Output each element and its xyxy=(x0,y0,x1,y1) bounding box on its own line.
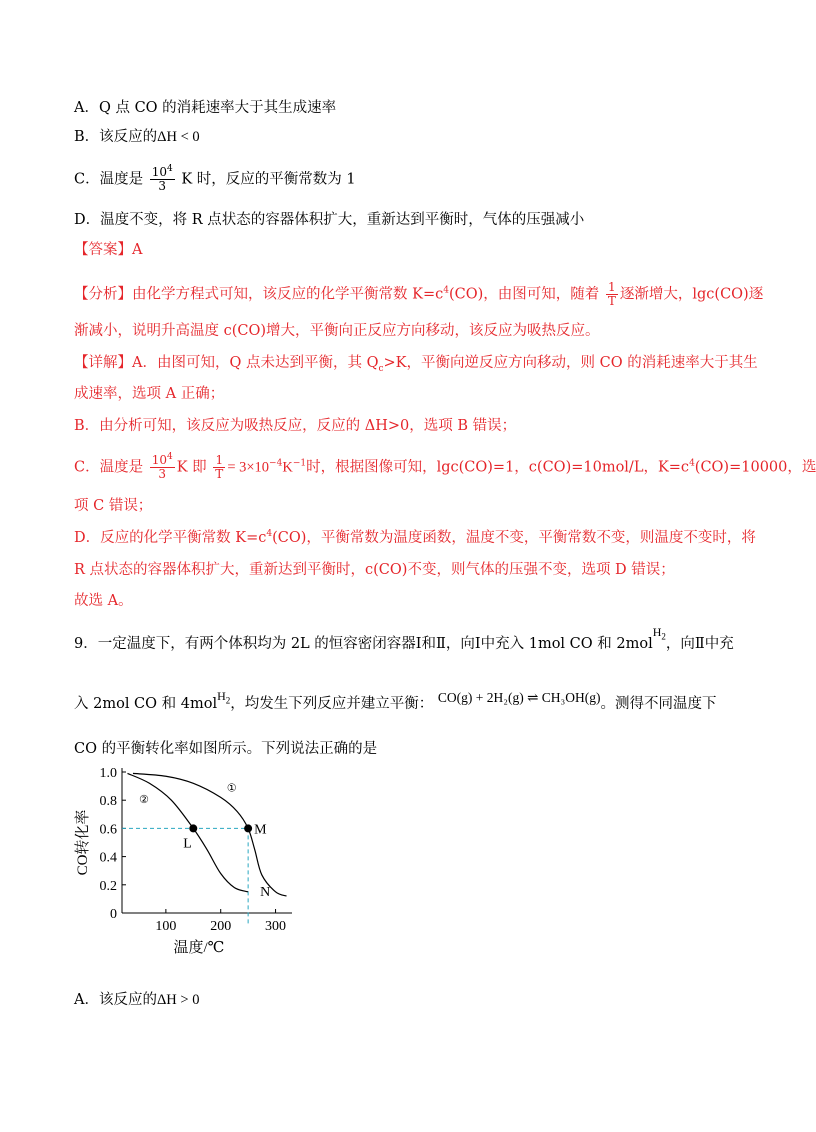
q9-line-1: 9．一定温度下，有两个体积均为 2L 的恒容密闭容器Ⅰ和Ⅱ，向Ⅰ中充入 1mol CO 和 2mol$^{H_2}$，向Ⅱ中充 xyxy=(74,625,734,652)
point-label-N: N xyxy=(260,884,271,900)
reaction-equation: CO(g) + 2H₂(g) ⇌ CH₃OH(g) xyxy=(437,690,601,705)
y-tick-label-5: 1.0 xyxy=(99,766,117,781)
q9-line-3: CO 的平衡转化率如图所示。下列说法正确的是 xyxy=(74,741,378,757)
x-axis-label: 温度/℃ xyxy=(173,940,225,956)
analysis-line-1: 【分析】由化学方程式可知，该反应的化学平衡常数 $K=c^4(CO)$，由图可知，随着 $\frac{1}{T}$ 逐渐增大，lgc(CO)逐 xyxy=(74,280,764,308)
x-tick-label-0: 100 xyxy=(155,919,177,934)
h2-formula: H2 xyxy=(652,625,666,642)
y-tick-label-0: 0 xyxy=(110,907,117,922)
fraction-10e4-over-3-detail: $\frac{10^4}{3}$ xyxy=(151,452,173,481)
q9-line-2: 入 2mol CO 和 4mol$^{H_2}$，均发生下列反应并建立平衡： CO(g) + 2H₂(g) ⇌ CH₃OH(g)。测得不同温度下 xyxy=(74,689,717,712)
option-b-prev: B．该反应的ΔH < 0 xyxy=(74,129,200,145)
point-label-M: M xyxy=(254,822,267,838)
detail-c-line-2: 项 C 错误； xyxy=(74,498,153,514)
detail-c-line-1: C．温度是 $\frac{10^4}{3}$ K 即 $\frac{1}{T}$ = $3\times 10^{-4}K^{-1}$时，根据图像可知，lgc(CO)=1，c(CO)=10mol/L，$K=c^4(CO)=10000$，选 xyxy=(74,452,816,481)
detail-d-line-1: D．反应的化学平衡常数 $K=c^4(CO)$，平衡常数为温度函数，温度不变，平衡常数不变，则温度不变时，将 xyxy=(74,529,756,546)
point-label-L: L xyxy=(183,836,192,852)
option-c-prev: C．温度是 $\frac{10^4}{3}$ K 时，反应的平衡常数为 1 xyxy=(74,164,356,193)
x-tick-label-1: 200 xyxy=(210,919,232,934)
y-tick-label-2: 0.4 xyxy=(99,850,117,866)
h2-formula-2: H2 xyxy=(217,689,231,706)
detail-b-line: B．由分析可知，该反应为吸热反应，反应的 ΔH>0，选项 B 错误； xyxy=(74,418,517,434)
option-a-prev: A．Q 点 CO 的消耗速率大于其生成速率 xyxy=(74,100,337,116)
fraction-10e4-over-3: $\frac{10^4}{3}$ xyxy=(151,164,173,193)
y-tick-label-4: 0.8 xyxy=(99,794,117,810)
conclusion-line: 故选 A。 xyxy=(74,593,133,609)
delta-h-math: ΔH < 0 xyxy=(157,129,200,145)
detail-d-line-2: R 点状态的容器体积扩大，重新达到平衡时，c(CO)不变，则气体的压强不变，选项 D 错误； xyxy=(74,562,675,578)
y-tick-label-1: 0.2 xyxy=(99,878,117,894)
x-tick-label-2: 300 xyxy=(265,919,287,934)
option-d-prev: D．温度不变，将 R 点状态的容器体积扩大，重新达到平衡时，气体的压强减小 xyxy=(74,212,585,228)
delta-h-gt-0: ΔH > 0 xyxy=(156,992,200,1008)
curve-label-2: ② xyxy=(138,793,149,807)
curve-label-1: ① xyxy=(226,781,237,795)
analysis-line-2: 渐减小，说明升高温度 c(CO)增大，平衡向正反应方向移动，该反应为吸热反应。 xyxy=(74,323,600,339)
fraction-1-over-t: $\frac{1}{T}$ xyxy=(607,280,616,308)
answer-line: 【答案】A xyxy=(74,242,143,258)
q9-option-a: A．该反应的ΔH > 0 xyxy=(74,992,200,1008)
y-axis-label: CO转化率 xyxy=(75,809,91,876)
y-tick-label-3: 0.6 xyxy=(99,822,117,838)
point-M xyxy=(244,824,252,832)
detail-a-line-1: 【详解】A．由图可知，Q 点未达到平衡，其 $Q_c>K$，平衡向逆反应方向移动，则 CO 的消耗速率大于其生 xyxy=(74,355,758,374)
detail-a-line-2: 成速率，选项 A 正确； xyxy=(74,386,225,402)
fraction-1-over-t-detail: $\frac{1}{T}$ xyxy=(215,453,224,481)
point-L xyxy=(189,824,197,832)
co-conversion-chart xyxy=(72,757,302,957)
